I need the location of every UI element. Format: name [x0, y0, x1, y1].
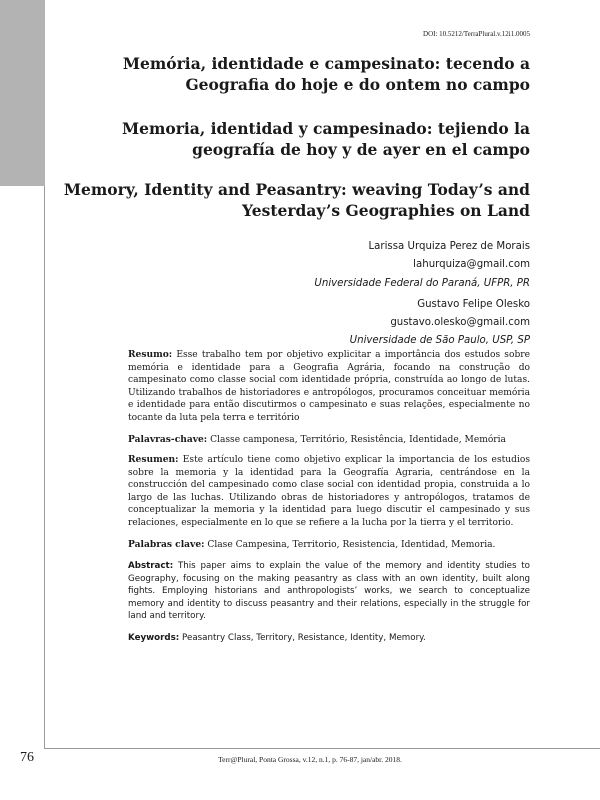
side-margin-bar: [0, 0, 45, 186]
abstract-text: This paper aims to explain the value of the memory and identity studies to Geography, focusing on the making peasantry as class with an own identity, built along fights. Employing historians and anthropologists’ works, we search to conceptualize memory and identity to discuss peasantry and their relations, especially in the struggle for land and territory.: [128, 561, 530, 622]
title-spanish: Memoria, identidad y campesinado: tejiendo la geografía de hoy y de ayer en el campo: [121, 119, 530, 159]
resumo-paragraph: [128, 349, 530, 425]
abstract-label: Abstract:: [128, 561, 174, 571]
author-email: lahurquiza@gmail.com: [413, 259, 530, 271]
keywords-text: Peasantry Class, Territory, Resistance, Identity, Memory.: [182, 633, 426, 643]
palavras-chave-paragraph: [128, 434, 530, 447]
side-margin-rule: [44, 186, 45, 748]
resumen-label: Resumen:: [128, 454, 179, 465]
keywords-label: Keywords:: [128, 633, 180, 643]
page-number: 76: [20, 750, 34, 765]
author-institution: Universidade Federal do Paraná, UFPR, PR: [314, 277, 530, 289]
doi: DOI: 10.5212/TerraPlural.v.12i1.0005: [423, 30, 530, 38]
abstract-paragraph: [128, 560, 530, 623]
journal-footer: Terr@Plural, Ponta Grossa, v.12, n.1, p. 76-87, jan/abr. 2018.: [218, 755, 402, 764]
palabras-clave-text: Clase Campesina, Territorio, Resistencia, Identidad, Memoria.: [207, 540, 496, 550]
palabras-clave-paragraph: [128, 539, 530, 552]
author-institution: Universidade de São Paulo, USP, SP: [349, 335, 530, 347]
resumen-text: Este artículo tiene como objetivo explicar la importancia de los estudios sobre la memoria y la identidad para la Geografía Agraria, centrándose en la construcción del campesinado como clase social con identidad propia, construida a lo largo de las luchas. Utilizando obras de historiadores y antropólogos, tratamos de conceptualizar la memoria y la identidad para luego discutir el campesinado y sus relaciones, especialmente en lo que se refiere a la lucha por la tierra y el territorio.: [128, 455, 530, 528]
author-list: [314, 238, 530, 351]
footer-rule: [44, 748, 600, 749]
resumen-paragraph: [128, 454, 530, 530]
palavras-chave-label: Palavras-chave:: [128, 434, 208, 445]
resumo-label: Resumo:: [128, 349, 173, 360]
title-english: Memory, Identity and Peasantry: weaving Today’s and Yesterday’s Geographies on Land: [63, 180, 530, 220]
author-name: Larissa Urquiza Perez de Morais: [368, 241, 530, 252]
resumo-text: Esse trabalho tem por objetivo explicitar a importância dos estudos sobre memória e identidade para a Geografia Agrária, focando na construção do campesinato como classe social com identidade própria, construída ao longo de lutas. Utilizando trabalhos de historiadores e antropólogos, procuramos conceituar memória e identidade para então discutirmos o campesinato e suas relações, especialmente no tocante da luta pela terra e território: [128, 350, 530, 423]
palavras-chave-text: Classe camponesa, Território, Resistência, Identidade, Memória: [210, 435, 506, 445]
author-name: Gustavo Felipe Olesko: [417, 298, 530, 310]
title-portuguese: Memória, identidade e campesinato: tecendo a Geografia do hoje e do ontem no campo: [122, 54, 530, 94]
keywords-paragraph: [128, 632, 530, 645]
palabras-clave-label: Palabras clave:: [128, 539, 205, 550]
author-email: gustavo.olesko@gmail.com: [390, 317, 530, 329]
